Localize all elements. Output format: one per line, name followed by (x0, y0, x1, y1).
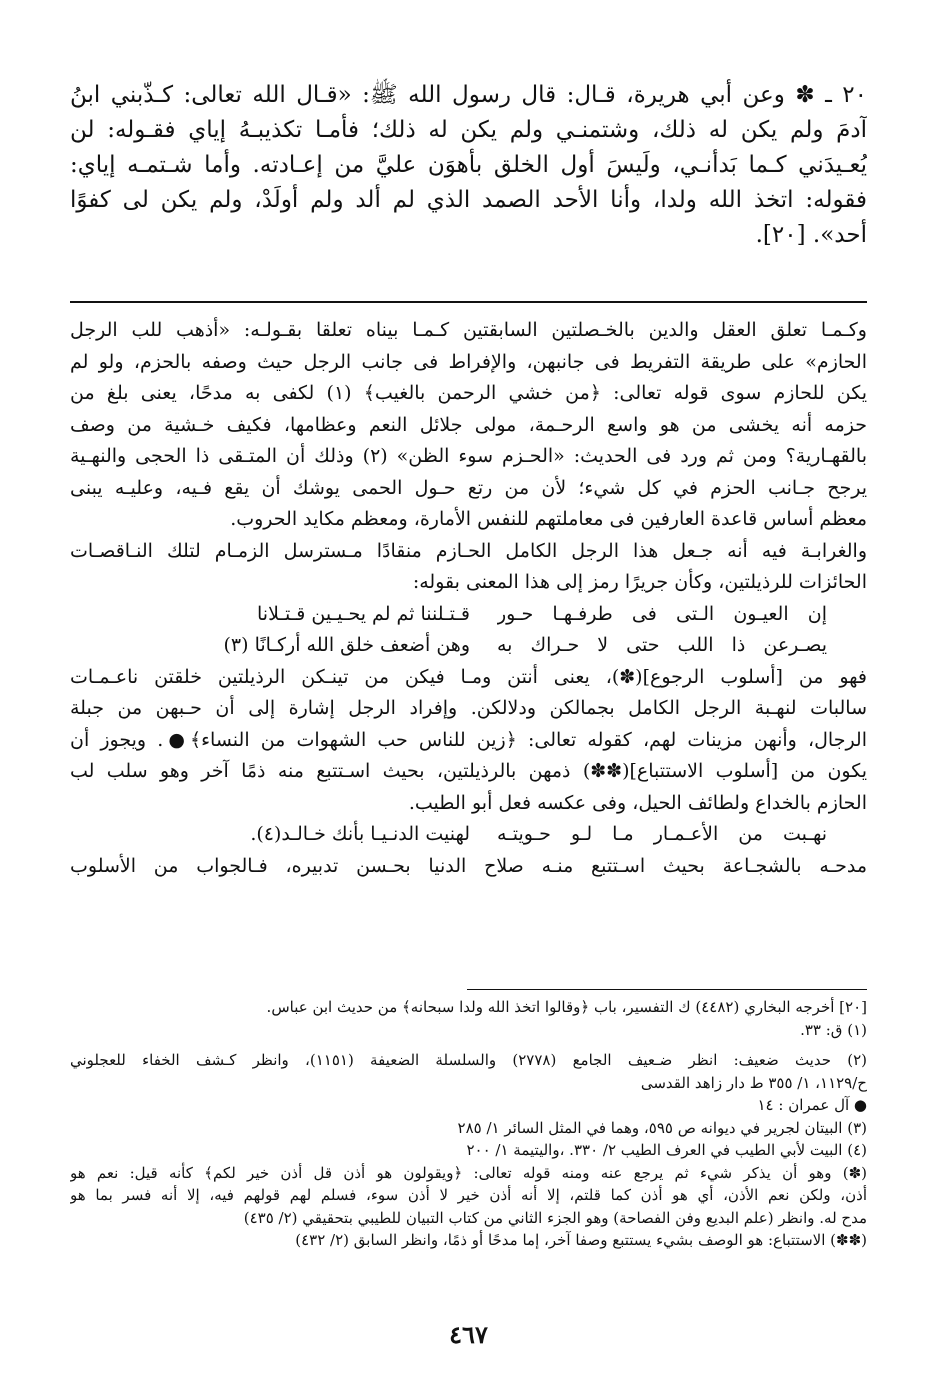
commentary-line: حزمه أنه يخشى من هو واسع الرحـمة، مولى جلائل النعم وعظامها، فكيف خـشية من وصف (70, 413, 867, 436)
commentary-line: يكون من [أسلوب الاستتباع](✽✽) ذمهن بالرذيلتين، بحيث اسـتتبع منه ذمًا آخر وهو سلب لب (70, 760, 867, 782)
hadith-line: أحد». [٢٠]. (755, 222, 867, 248)
poetry-verse (70, 630, 867, 662)
verse-first-hemistich: نهـبت من الأعـمـار مـا لـو حـويتـه (497, 823, 827, 845)
commentary-line: والغرابـة فيه أنه جـعل هذا الرجل الكامل الحـازم منقادًا مـسترسل الزمـام لتلك النـاقصـات (70, 539, 867, 562)
commentary-line: بالقهـارية؟ ومن ثم ورد فى الحديث: «الحـزم سوء الظن» (٢) وذلك أن المتـقى ذا الحجى والنهـية (70, 445, 867, 467)
footnote-star-cont: مدح له. وانظر (علم البديع وفن الفصاحة) وهو الجزء الثاني من كتاب التبيان للطيبي بتحقيقي (٢/ ٤٣٥) (243, 1208, 867, 1227)
verse-first-hemistich: إن العيـون الـتى فى طرفـهـا حـور (497, 602, 827, 625)
hadith-line: ٢٠ ـ ✽ وعن أبي هريرة، قـال: قال رسول الله ﷺ: «قـال الله تعالى: كـذّبني ابنُ (70, 82, 867, 108)
verse-first-hemistich: يصـرعن ذا اللب حتى لا حـراك به (497, 634, 827, 656)
commentary-line: الرجال، وأنهن مزينات لهم، كقوله تعالى: ﴿زين للناس حب الشهوات من النساء﴾●. ويجوز أن (70, 728, 867, 751)
footnote-3: (٣) البيتان لجرير في ديوانه ص ٥٩٥، وهما في المثل السائر ١/ ٢٨٥ (457, 1118, 867, 1137)
commentary-line: مدحـه بالشجـاعة بحيث اسـتتبع منـه صلاح الدنيا بحـسن تدبيره، فـالجواب من الأسلوب (70, 854, 867, 877)
commentary (70, 315, 867, 882)
poetry-verse (70, 819, 867, 851)
commentary-line: الحائزات للرذيلتين، وكأن جريرًا رمز إلى هذا المعنى بقوله: (412, 571, 867, 593)
footnote-dot: ● آل عمران : ١٤ (757, 1096, 867, 1114)
footnote-star: (✽) وهو أن يذكر شيء ثم يرجع عنه ومنه قوله تعالى: ﴿ويقولون هو أذن قل أذن خير لكم﴾ كأنه قيل: نعم هو (70, 1163, 867, 1182)
commentary-line: الحازم» على طريقة التفريط فى جانبهن، والإفراط فى جانب الرجل حيث وصفه بالحزم، ولو لم (70, 350, 867, 373)
commentary-line: وكـمـا تعلق العقل والدين بالخـصلتين السابقتين كـمـا بيناه تعلقا بقـولـه: «أذهب للب الرجل (70, 319, 867, 341)
page-number: ٤٦٧ (449, 1320, 488, 1349)
footnotes (70, 996, 867, 1252)
footnote-20: [٢٠] أخرجه البخاري (٤٤٨٢) ك التفسير، باب ﴿وقالوا اتخذ الله ولدا سبحانه﴾ من حديث ابن عباس. (266, 998, 867, 1016)
hadith-line: يُعـيدَني كـما بَدأنـي، ولَيسَ أول الخلق بأهوَن عليَّ من إعـادته. وأما شـتمـه إياي: (70, 152, 867, 178)
commentary-line: معظم أساس قاعدة العارفين فى معاملتهم للنفس الأمارة، ومعظم مكايد الحروب. (230, 508, 867, 530)
footnote-divider (467, 989, 867, 990)
footnote-1: (١) ق: ٣٣. (800, 1020, 867, 1039)
verse-second-hemistich: وهن أضعف خلق الله أركـانًا (٣) (223, 634, 470, 656)
footnote-double-star: (✽✽) الاستتباع: هو الوصف بشيء يستتبع وصفا آخر، إما مدحًا أو ذمًا، وانظر السابق (٢/ ٤٣٢) (295, 1231, 867, 1249)
verse-second-hemistich: قـتـلننا ثم لم يحـيـين قـتـلانا (257, 602, 470, 625)
commentary-line: سالبات لنهـبة الرجل الكامل بجمالكن ودلالكن. وإفراد الرجل إشارة إلى أن حـبهن من جبلة (70, 697, 867, 719)
footnote-2-cont: ح/١١٢٩، ١/ ٣٥٥ ط دار زاهد القدسى (640, 1073, 867, 1092)
hadith-line: فقوله: اتخذ الله ولدا، وأنا الأحد الصمد الذي لم ألد ولم أولَدْ، ولم يكن لى كفوًا (70, 187, 867, 213)
hadith-line: آدمَ ولم يكن له ذلك، وشتمنـي ولم يكن له ذلك؛ فأمـا تكذيبـهُ إياي فقـوله: لن (70, 117, 867, 143)
footnote-4: (٤) البيت لأبي الطيب في العرف الطيب ٢/ ٣٣٠. ،واليتيمة ١/ ٢٠٠ (466, 1141, 867, 1159)
hadith-text (70, 78, 867, 253)
section-divider (70, 301, 867, 303)
footnote-star-cont: أذن، ولكن نعم الأذن، أي هو أذن كما قلتم، إلا أنه أذن خير لا أذن سوء، فسلم لهم قولهم فيه، إلا أنه فسر بما هو (70, 1186, 867, 1204)
footnote-2: (٢) حديث ضعيف: انظر ضـعيف الجامع (٢٧٧٨) والسلسلة الضعيفة (١١٥١)، وانظر كـشف الخفاء للعجلوني (70, 1051, 867, 1069)
commentary-line: الحازم بالخداع ولطائف الحيل، وفى عكسه فعل أبو الطيب. (408, 791, 867, 814)
poetry-verse (70, 599, 867, 631)
commentary-line: يرجح جـانب الحزم في كل شيء؛ لأن من رتع حـول الحمى يوشك أن يقع فـيه، وعليـه يبنى (70, 476, 867, 499)
commentary-line: فهو من [أسلوب الرجوع](✽)، يعنى أنتن ومـا فيكن من تينـكن الرذيلتين خلقتن ناعـمـات (70, 665, 867, 688)
verse-second-hemistich: لهنيت الدنـيـا بأنك خـالـد(٤). (250, 823, 470, 845)
commentary-line: يكن للحازم سوى قوله تعالى: ﴿من خشي الرحمن بالغيب﴾ (١) لكفى به مدحًا، يعنى بلغ من (70, 382, 867, 404)
